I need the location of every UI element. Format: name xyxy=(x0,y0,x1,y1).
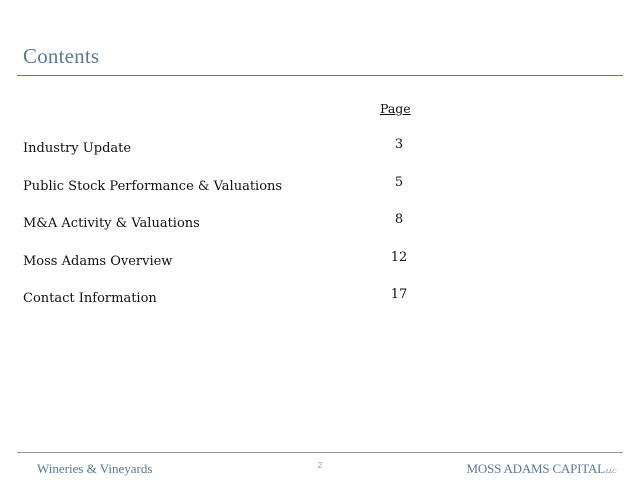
toc-entry[interactable] xyxy=(0,250,640,276)
header-divider xyxy=(17,75,623,76)
page-column-heading: Page xyxy=(380,101,411,116)
toc-entry[interactable] xyxy=(0,212,640,238)
toc-entry-label: M&A Activity & Valuations xyxy=(23,216,200,231)
toc-entry[interactable] xyxy=(0,287,640,313)
toc-entry-label: Industry Update xyxy=(23,141,132,156)
company-logo-text: MOSS ADAMS CAPITAL xyxy=(466,461,605,476)
page-title: Contents xyxy=(23,44,100,68)
toc-entry-page: 3 xyxy=(394,137,404,152)
footer-section-name: Wineries & Vineyards xyxy=(37,461,153,476)
company-logo-suffix: LLC xyxy=(605,469,616,475)
company-logo xyxy=(467,461,616,477)
footer-page-number: 2 xyxy=(317,461,323,470)
footer-divider xyxy=(17,452,623,453)
toc-entry-page: 5 xyxy=(394,175,404,190)
toc-entry-page: 12 xyxy=(390,250,408,265)
toc-entry[interactable] xyxy=(0,137,640,163)
toc-entry-label: Contact Information xyxy=(23,291,157,306)
toc-entry-label: Public Stock Performance & Valuations xyxy=(23,179,283,194)
toc-entry-page: 17 xyxy=(390,287,408,302)
toc-entry[interactable] xyxy=(0,175,640,201)
toc-entry-label: Moss Adams Overview xyxy=(23,254,173,269)
toc-entry-page: 8 xyxy=(394,212,404,227)
